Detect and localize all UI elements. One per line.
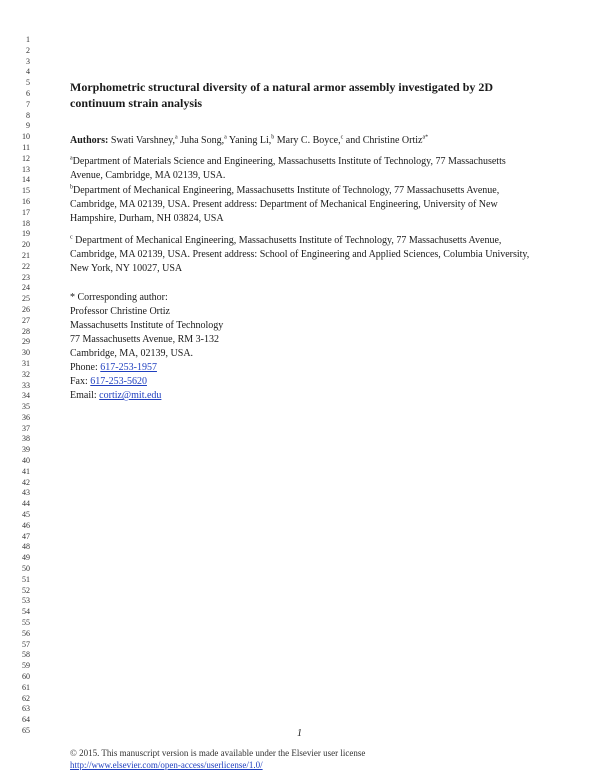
line-number: 17 xyxy=(22,207,30,217)
line-number: 29 xyxy=(22,337,30,347)
line-number: 26 xyxy=(22,304,30,314)
email-line: Email: cortiz@mit.edu xyxy=(70,390,162,401)
line-number: 65 xyxy=(22,726,30,735)
line-number: 7 xyxy=(26,99,30,109)
line-number: 39 xyxy=(22,445,30,455)
affiliation-b: $^b$Department of Mechanical Engineering, Massachusetts Institute of Technology, 77 Massachusetts Avenue, Cambridge, MA 02139, USA. Present address: Department of Mechanical Engineering, University of New Hampshire, Durham, NH 03824, USA xyxy=(70,184,500,224)
author: Swati Varshney,$^a$ xyxy=(110,134,178,146)
corresponding-institution: Massachusetts Institute of Technology xyxy=(70,320,224,331)
line-number: 2 xyxy=(26,45,30,55)
author: Juha Song,$^a$ xyxy=(180,134,227,146)
line-number: 11 xyxy=(22,142,30,152)
author: Mary C. Boyce,$^c$ xyxy=(276,134,344,146)
line-number: 62 xyxy=(22,693,30,703)
line-number: 49 xyxy=(22,553,30,563)
author-list xyxy=(70,134,540,148)
line-number: 51 xyxy=(22,574,30,584)
line-number: 4 xyxy=(26,67,30,77)
line-number: 56 xyxy=(22,628,30,638)
fax-line: Fax: 617-253-5620 xyxy=(70,376,147,387)
line-number: 61 xyxy=(22,682,30,692)
line-number: 13 xyxy=(22,164,30,174)
line-number: 53 xyxy=(22,596,30,606)
email-link[interactable]: cortiz@mit.edu xyxy=(99,390,162,401)
corresponding-city: Cambridge, MA, 02139, USA. xyxy=(70,348,194,359)
line-number: 15 xyxy=(22,186,30,196)
line-number: 3 xyxy=(26,56,30,66)
corresponding-heading: * Corresponding author: xyxy=(70,292,168,303)
line-number: 30 xyxy=(22,348,30,358)
line-number: 58 xyxy=(22,650,30,660)
license-url-link[interactable]: http://www.elsevier.com/open-access/userlicense/1.0/ xyxy=(70,760,263,770)
line-number: 8 xyxy=(26,110,30,120)
line-number: 20 xyxy=(22,240,30,250)
line-number: 5 xyxy=(26,78,30,88)
line-number: 36 xyxy=(22,412,30,422)
line-number: 24 xyxy=(22,283,30,293)
corresponding-street: 77 Massachusetts Avenue, RM 3-132 xyxy=(70,334,219,345)
fax-link[interactable]: 617-253-5620 xyxy=(90,376,147,387)
line-number: 47 xyxy=(22,531,30,541)
line-number: 63 xyxy=(22,704,30,714)
affiliation-a: $^a$Department of Materials Science and Engineering, Massachusetts Institute of Technology, 77 Massachusetts Avenue, Cambridge, MA 02139, USA. xyxy=(70,155,506,181)
line-number: 19 xyxy=(22,229,30,239)
line-number: 57 xyxy=(22,639,30,649)
line-number: 54 xyxy=(22,607,30,617)
line-number: 55 xyxy=(22,618,30,628)
license-text: © 2015. This manuscript version is made available under the Elsevier user license xyxy=(70,748,366,758)
line-number: 21 xyxy=(22,250,30,260)
line-number: 38 xyxy=(22,434,30,444)
affiliation-c: $^c$ Department of Mechanical Engineering, Massachusetts Institute of Technology, 77 Massachusetts Avenue, Cambridge, MA 02139, USA. Present address: School of Engineering and Applied Sciences, Columbia University, New York, NY 10027, USA xyxy=(70,234,530,274)
phone-line: Phone: 617-253-1957 xyxy=(70,362,157,373)
paper-title: Morphometric structural diversity of a natural armor assembly investigated by 2D continuum strain analysis xyxy=(70,80,494,110)
line-number: 25 xyxy=(22,294,30,304)
line-number: 50 xyxy=(22,564,30,574)
line-number: 16 xyxy=(22,196,30,206)
line-number: 43 xyxy=(22,488,30,498)
line-number: 46 xyxy=(22,520,30,530)
line-number: 10 xyxy=(22,132,30,142)
line-number: 40 xyxy=(22,456,30,466)
line-number: 1 xyxy=(26,35,30,44)
line-number: 42 xyxy=(22,477,30,487)
authors-label: Authors: xyxy=(70,135,109,146)
line-number: 44 xyxy=(22,499,30,509)
line-number: 31 xyxy=(22,358,30,368)
line-number: 37 xyxy=(22,423,30,433)
corresponding-author-block xyxy=(70,291,540,403)
line-numbers xyxy=(0,35,30,737)
license-footer xyxy=(70,747,365,771)
line-number: 12 xyxy=(22,153,30,163)
line-number: 23 xyxy=(22,272,30,282)
line-number: 34 xyxy=(22,391,30,401)
line-number: 45 xyxy=(22,510,30,520)
line-number: 33 xyxy=(22,380,30,390)
phone-link[interactable]: 617-253-1957 xyxy=(100,362,157,373)
line-number: 14 xyxy=(22,175,30,185)
line-number: 60 xyxy=(22,672,30,682)
author: and Christine Ortiz$^{a*}$ xyxy=(345,134,429,146)
line-number: 28 xyxy=(22,326,30,336)
page-number: 1 xyxy=(297,728,302,739)
line-number: 22 xyxy=(22,261,30,271)
line-number: 35 xyxy=(22,402,30,412)
line-number: 9 xyxy=(26,121,30,131)
author: Yaning Li,$^b$ xyxy=(228,134,275,146)
line-number: 6 xyxy=(26,88,30,98)
line-number: 48 xyxy=(22,542,30,552)
line-number: 59 xyxy=(22,661,30,671)
line-number: 18 xyxy=(22,218,30,228)
line-number: 27 xyxy=(22,315,30,325)
line-number: 52 xyxy=(22,585,30,595)
line-number: 41 xyxy=(22,466,30,476)
corresponding-name: Professor Christine Ortiz xyxy=(70,306,170,317)
line-number: 32 xyxy=(22,369,30,379)
line-number: 64 xyxy=(22,715,30,725)
